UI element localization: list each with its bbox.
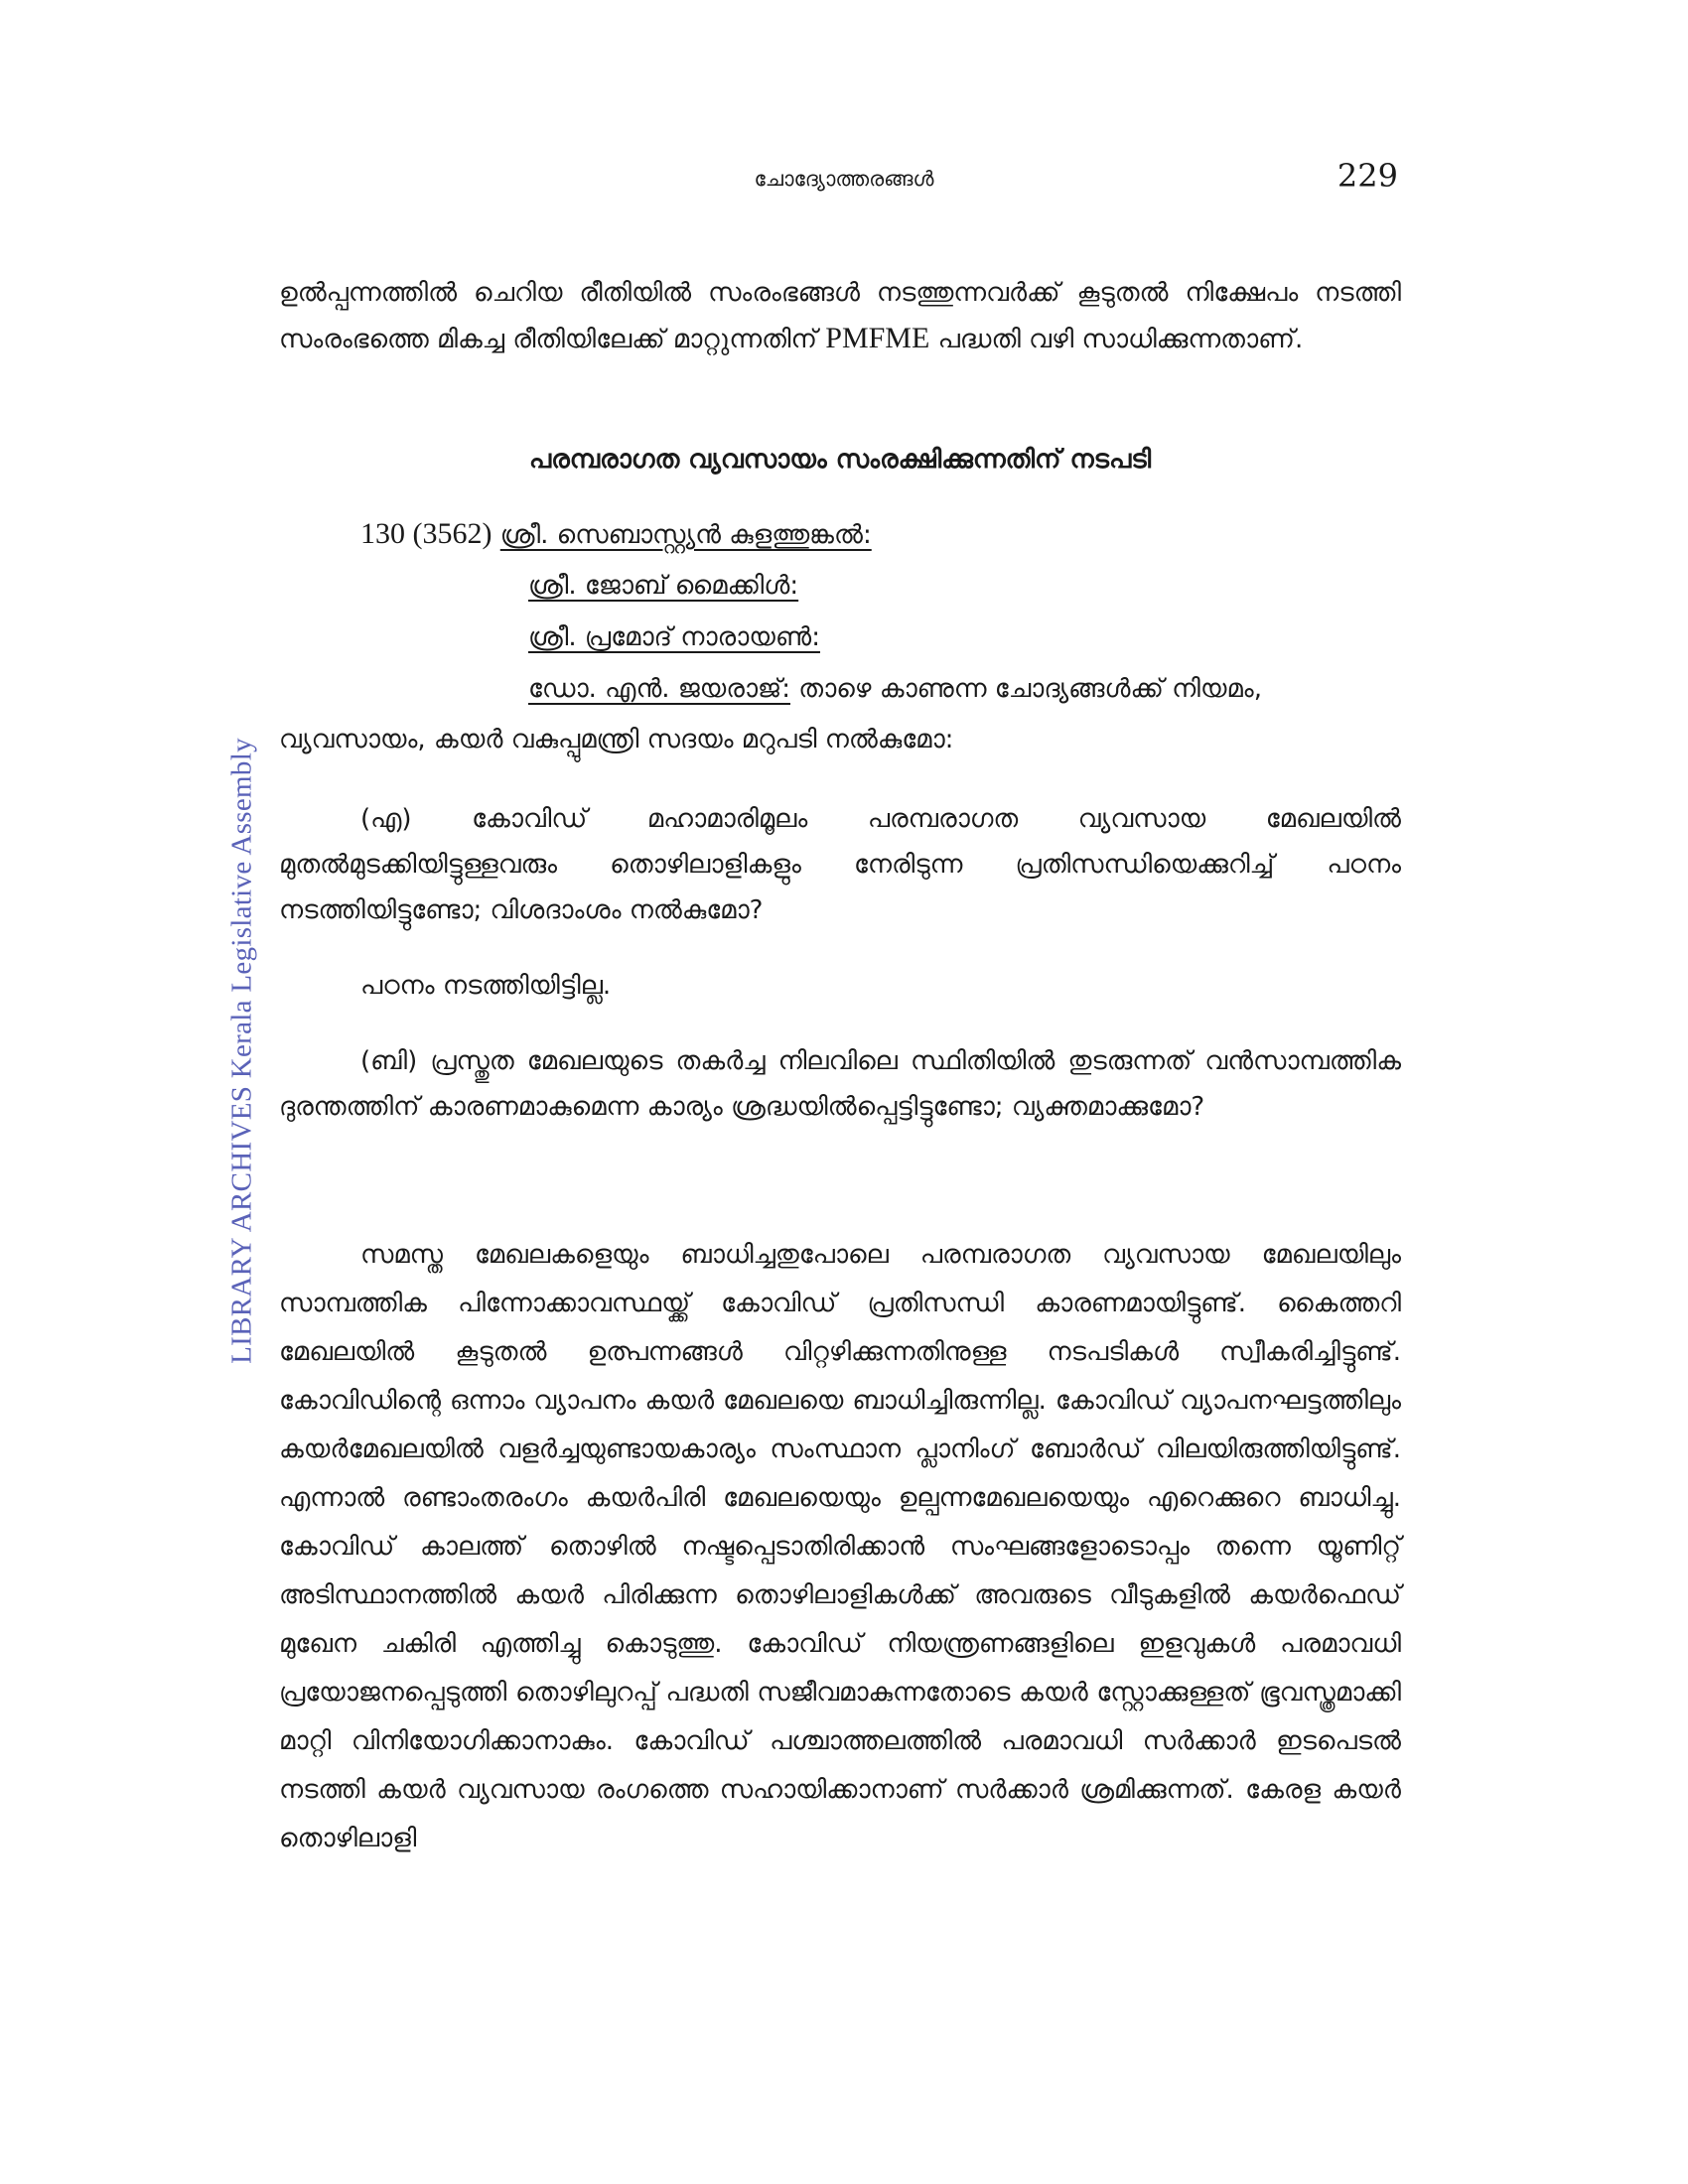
member-row [528, 564, 798, 608]
addressed-to-text-second: വ്യവസായം, കയർ വകുപ്പുമന്ത്രി സദയം മറുപടി നൽകുമോ: [279, 725, 954, 754]
page-number: 229 [1336, 157, 1398, 195]
member-name: ശ്രീ. സെബാസ്റ്റ്യൻ കുളത്തുങ്കൽ: [499, 520, 872, 550]
intro-text-after-code: പദ്ധതി വഴി സാധിക്കുന്നതാണ്. [937, 325, 1304, 354]
member-name: ശ്രീ. ജോബ് മൈക്കിൾ: [528, 571, 799, 601]
question-title: പരമ്പരാഗത വ്യവസായം സംരക്ഷിക്കുന്നതിന് നടപടി [528, 445, 1152, 475]
member-name: ഡോ. എൻ. ജയരാജ്: [528, 674, 790, 704]
answer-text: പഠനം നടത്തിയിട്ടില്ല. [360, 971, 612, 1001]
question-text: കോവിഡ് മഹാമാരിമൂലം പരമ്പരാഗത വ്യവസായ മേഖലയിൽ മുതൽമുടക്കിയിട്ടുള്ളവരും തൊഴിലാളികളും നേരിടുന്ന പ്രതിസന്ധിയെക്കുറിച്ച് പഠനം നടത്തിയിട്ടുണ്ടോ; വിശദാംശം നൽകുമോ? [279, 804, 1402, 925]
running-title: ചോദ്യോത്തരങ്ങൾ [754, 167, 934, 191]
question-label: (എ) [360, 804, 412, 834]
scheme-code: PMFME [825, 322, 930, 354]
addressed-to-text-first: താഴെ കാണുന്ന ചോദ്യങ്ങൾക്ക് നിയമം, [798, 674, 1262, 704]
member-row [528, 667, 1402, 711]
member-row [528, 615, 820, 659]
question-header-row [360, 512, 872, 557]
question-number: 130 (3562) [360, 517, 492, 550]
archive-watermark: LIBRARY ARCHIVES Kerala Legislative Assembly [225, 738, 258, 1364]
intro-text-before-code: ഉൽപ്പന്നത്തിൽ ചെറിയ രീതിയിൽ സംരംഭങ്ങൾ നടത്തുന്നവർക്ക് കൂടുതൽ നിക്ഷേപം നടത്തി സംരംഭത്തെ മികച്ച രീതിയിലേക്ക് മാറ്റുന്നതിന് [279, 278, 1401, 354]
question-a [279, 796, 1401, 933]
question-text: പ്രസ്തുത മേഖലയുടെ തകർച്ച നിലവിലെ സ്ഥിതിയിൽ തുടരുന്നത് വൻസാമ്പത്തിക ദുരന്തത്തിന് കാരണമാകുമെന്ന കാര്യം ശ്രദ്ധയിൽപ്പെട്ടിട്ടുണ്ടോ; വ്യക്തമാക്കുമോ? [279, 1046, 1401, 1122]
intro-paragraph [279, 270, 1401, 362]
addressed-to-line [279, 717, 1401, 762]
question-b [279, 1038, 1401, 1130]
question-label: (ബി) [360, 1046, 418, 1076]
answer-text: സമസ്ത മേഖലകളെയും ബാധിച്ചതുപോലെ പരമ്പരാഗത വ്യവസായ മേഖലയിലും സാമ്പത്തിക പിന്നോക്കാവസ്ഥയ്ക്ക് കോവിഡ് പ്രതിസന്ധി കാരണമായിട്ടുണ്ട്. കൈത്തറി മേഖലയിൽ കൂടുതൽ ഉത്പന്നങ്ങൾ വിറ്റഴിക്കുന്നതിനുള്ള നടപടികൾ സ്വീകരിച്ചിട്ടുണ്ട്. കോവിഡിന്റെ ഒന്നാം വ്യാപനം കയർ മേഖലയെ ബാധിച്ചിരുന്നില്ല. കോവിഡ് വ്യാപനഘട്ടത്തിലും കയർമേഖലയിൽ വളർച്ചയുണ്ടായകാര്യം സംസ്ഥാന പ്ലാനിംഗ് ബോർഡ് വിലയിരുത്തിയിട്ടുണ്ട്. എന്നാൽ രണ്ടാംതരംഗം കയർപിരി മേഖലയെയും ഉല്പന്നമേഖലയെയും എറെക്കുറെ ബാധിച്ചു. കോവിഡ് കാലത്ത് തൊഴിൽ നഷ്ടപ്പെടാതിരിക്കാൻ സംഘങ്ങളോടൊപ്പം തന്നെ യൂണിറ്റ് അടിസ്ഥാനത്തിൽ കയർ പിരിക്കുന്ന തൊഴിലാളികൾക്ക് അവരുടെ വീടുകളിൽ കയർഫെഡ് മുഖേന ചകിരി എത്തിച്ചു കൊടുത്തു. കോവിഡ് നിയന്ത്രണങ്ങളിലെ ഇളവുകൾ പരമാവധി പ്രയോജനപ്പെടുത്തി തൊഴിലുറപ്പ് പദ്ധതി സജീവമാകുന്നതോടെ കയർ സ്റ്റോക്കുള്ളത് ഭൂവസ്ത്രമാക്കി മാറ്റി വിനിയോഗിക്കാനാകും. കോവിഡ് പശ്ചാത്തലത്തിൽ പരമാവധി സർക്കാർ ഇടപെടൽ നടത്തി കയർ വ്യവസായ രംഗത്തെ സഹായിക്കാനാണ് സർക്കാർ ശ്രമിക്കുന്നത്. കേരള കയർ തൊഴിലാളി [279, 1240, 1401, 1853]
member-name: ശ്രീ. പ്രമോദ് നാരായൺ: [528, 622, 820, 652]
answer-a [279, 963, 1401, 1009]
answer-b [279, 1231, 1401, 1863]
